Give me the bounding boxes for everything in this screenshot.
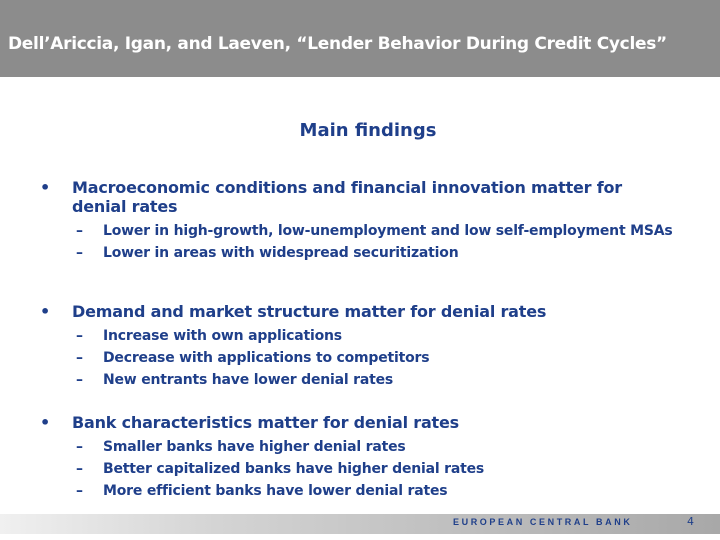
sub-list [40, 438, 680, 501]
page-number: 4 [687, 515, 694, 528]
sub-item [40, 349, 680, 368]
sub-dash: – [76, 328, 83, 344]
bullet-dot: • [40, 178, 51, 197]
bullet-macroeconomic [40, 178, 680, 266]
sub-item-text: More efficient banks have lower denial rates [103, 483, 448, 499]
bullet-text: Macroeconomic conditions and financial innovation matter for denial rates [72, 178, 622, 216]
bullet-dot: • [40, 302, 51, 321]
sub-dash: – [76, 372, 83, 388]
sub-item [40, 222, 680, 241]
sub-item [40, 460, 680, 479]
sub-item-text: Increase with own applications [103, 328, 342, 344]
bullet-text: Demand and market structure matter for denial rates [72, 302, 547, 321]
sub-item-text: Decrease with applications to competitors [103, 350, 430, 366]
sub-item [40, 244, 680, 263]
bullet-main [40, 178, 680, 216]
slide-title: Main findings [299, 120, 437, 141]
footer-bank-name: EUROPEAN CENTRAL BANK [453, 517, 633, 527]
sub-item-text: Smaller banks have higher denial rates [103, 439, 406, 455]
sub-dash: – [76, 350, 83, 366]
sub-dash: – [76, 439, 83, 455]
sub-list [40, 327, 680, 390]
sub-list [40, 222, 680, 263]
sub-dash: – [76, 461, 83, 477]
sub-item [40, 327, 680, 346]
sub-item-text: Better capitalized banks have higher denial rates [103, 461, 485, 477]
sub-item [40, 371, 680, 390]
bullet-dot: • [40, 413, 51, 432]
bullet-text: Bank characteristics matter for denial rates [72, 413, 459, 432]
sub-item [40, 482, 680, 501]
sub-dash: – [76, 483, 83, 499]
bullet-main [40, 302, 680, 321]
sub-dash: – [76, 223, 83, 239]
bullet-bank-characteristics [40, 413, 680, 504]
sub-item-text: Lower in areas with widespread securitization [103, 245, 459, 261]
bullet-main [40, 413, 680, 432]
sub-item-text: New entrants have lower denial rates [103, 372, 393, 388]
sub-dash: – [76, 245, 83, 261]
bullet-demand [40, 302, 680, 393]
sub-item-text: Lower in high-growth, low-unemployment and low self-employment MSAs [103, 223, 673, 239]
sub-item [40, 438, 680, 457]
header-title: Dell’Ariccia, Igan, and Laeven, “Lender Behavior During Credit Cycles” [8, 34, 667, 54]
